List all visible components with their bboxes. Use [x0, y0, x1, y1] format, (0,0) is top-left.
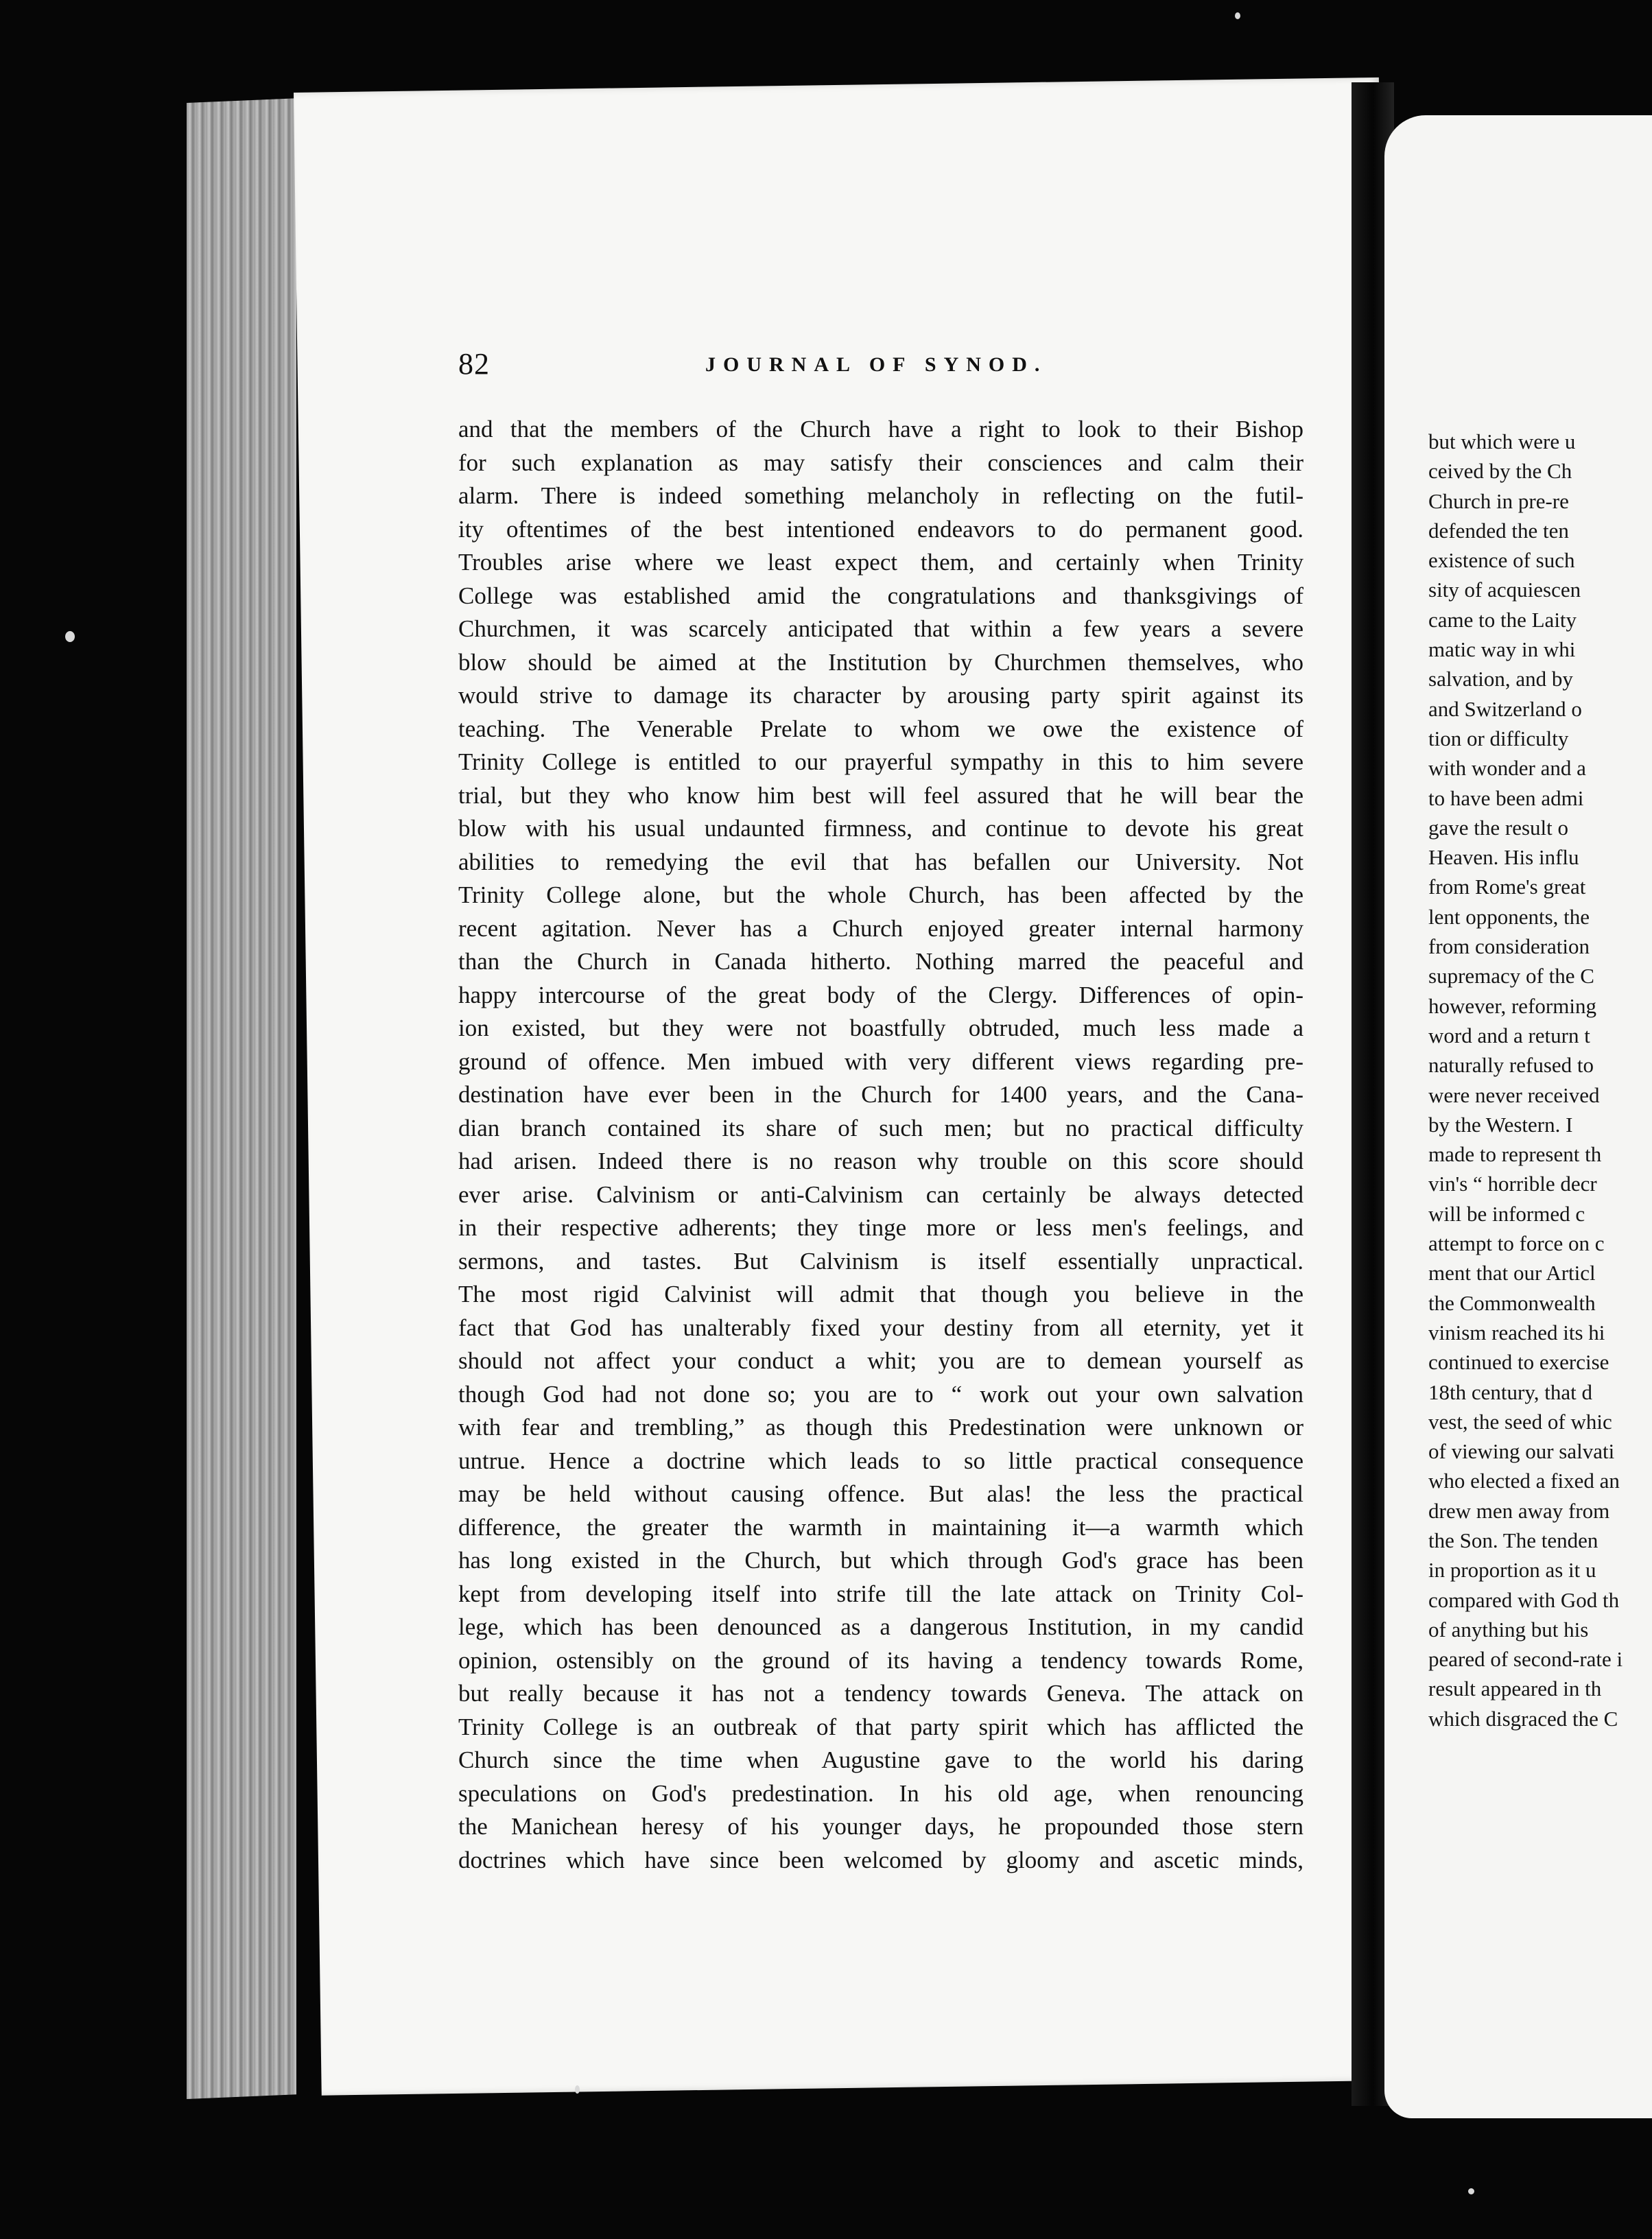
text-line: fact that God has unalterably fixed your destiny from all eternity, yet it [458, 1314, 1303, 1341]
text-line: vin's “ horrible decr [1428, 1172, 1597, 1196]
book-page-edges [187, 98, 296, 2099]
text-line: supremacy of the C [1428, 964, 1594, 988]
text-line: Trinity College is an outbreak of that party spirit which has afflicted the [458, 1713, 1303, 1740]
text-line: may be held without causing offence. But alas! the less the practical [458, 1480, 1303, 1507]
text-line: untrue. Hence a doctrine which leads to so little practical consequence [458, 1447, 1303, 1474]
text-line: The most rigid Calvinist will admit that though you believe in the [458, 1281, 1303, 1307]
text-line: College was established amid the congratulations and thanksgivings of [458, 582, 1303, 609]
text-line: doctrines which have since been welcomed by gloomy and ascetic minds, [458, 1846, 1303, 1873]
text-line: ground of offence. Men imbued with very different views regarding pre- [458, 1047, 1303, 1075]
text-line: by the Western. I [1428, 1112, 1573, 1137]
text-line: difference, the greater the warmth in maintaining it—a warmth which [458, 1513, 1303, 1541]
text-line: alarm. There is indeed something melancholy in reflecting on the futil- [458, 482, 1303, 509]
text-line: gave the result o [1428, 815, 1569, 840]
text-line: continued to exercise [1428, 1350, 1609, 1375]
text-line: but which were u [1428, 429, 1576, 453]
text-line: attempt to force on c [1428, 1231, 1605, 1256]
text-line: in their respective adherents; they tinge more or less men's feelings, and [458, 1214, 1303, 1241]
text-line: ity oftentimes of the best intentioned endeavors to do permanent good. [458, 515, 1303, 543]
text-line: opinion, ostensibly on the ground of its having a tendency towards Rome, [458, 1646, 1303, 1674]
text-line: blow with his usual undaunted firmness, and continue to devote his great [458, 815, 1303, 842]
dust-speck [1468, 2188, 1474, 2194]
text-line: result appeared in th [1428, 1677, 1602, 1701]
text-line: will be informed c [1428, 1201, 1585, 1226]
text-line: made to represent th [1428, 1142, 1602, 1167]
text-line: lege, which has been denounced as a dangerous Institution, in my candid [458, 1613, 1303, 1640]
text-line: abilities to remedying the evil that has befallen our University. Not [458, 848, 1303, 875]
text-line: but really because it has not a tendency towards Geneva. The attack on [458, 1680, 1303, 1707]
text-line: vest, the seed of whic [1428, 1409, 1612, 1434]
running-head: JOURNAL OF SYNOD. [705, 353, 1048, 376]
text-line: speculations on God's predestination. In his old age, when renouncing [458, 1779, 1303, 1807]
dust-speck [65, 631, 75, 642]
text-line: had arisen. Indeed there is no reason why trouble on this score should [458, 1148, 1303, 1174]
text-line: sermons, and tastes. But Calvinism is itself essentially unpractical. [458, 1247, 1303, 1275]
text-line: naturally refused to [1428, 1053, 1594, 1078]
text-line: Churchmen, it was scarcely anticipated that within a few years a severe [458, 615, 1303, 642]
text-line: blow should be aimed at the Institution by Churchmen themselves, who [458, 648, 1303, 676]
text-line: salvation, and by [1428, 667, 1573, 691]
text-line: which disgraced the C [1428, 1706, 1618, 1731]
text-line: came to the Laity [1428, 607, 1577, 632]
text-line: lent opponents, the [1428, 904, 1590, 929]
text-line: Church in pre-re [1428, 488, 1569, 513]
text-line: Trinity College is entitled to our prayerful sympathy in this to him severe [458, 748, 1303, 775]
text-line: and that the members of the Church have a right to look to their Bishop [458, 416, 1303, 442]
dust-speck [1235, 12, 1240, 19]
text-line: for such explanation as may satisfy their consciences and calm their [458, 449, 1303, 476]
left-page-body-text [458, 413, 1303, 1877]
text-line: with wonder and a [1428, 756, 1586, 781]
text-line: 18th century, that d [1428, 1379, 1593, 1404]
text-line: Church since the time when Augustine gave to the world his daring [458, 1746, 1303, 1773]
text-line: recent agitation. Never has a Church enjoyed greater internal harmony [458, 914, 1303, 942]
text-line: the Commonwealth [1428, 1290, 1596, 1315]
text-line: vinism reached its hi [1428, 1320, 1605, 1344]
text-line: who elected a fixed an [1428, 1469, 1620, 1493]
text-line: from consideration [1428, 934, 1590, 959]
text-line: the Son. The tenden [1428, 1528, 1598, 1552]
text-line: ment that our Articl [1428, 1261, 1596, 1286]
text-line: destination have ever been in the Church for 1400 years, and the Cana- [458, 1081, 1303, 1108]
text-line: trial, but they who know him best will feel assured that he will bear the [458, 781, 1303, 809]
text-line: Trinity College alone, but the whole Church, has been affected by the [458, 881, 1303, 908]
text-line: drew men away from [1428, 1498, 1610, 1523]
text-line: word and a return t [1428, 1023, 1590, 1047]
text-line: were never received [1428, 1082, 1600, 1107]
text-line: kept from developing itself into strife till the late attack on Trinity Col- [458, 1580, 1303, 1607]
text-line: ion existed, but they were not boastfully obtruded, much less made a [458, 1015, 1303, 1041]
text-line: defended the ten [1428, 518, 1569, 543]
text-line: Troubles arise where we least expect them, and certainly when Trinity [458, 549, 1303, 576]
text-line: tion or difficulty [1428, 726, 1569, 750]
text-line: of anything but his [1428, 1617, 1589, 1642]
text-line: dian branch contained its share of such men; but no practical difficulty [458, 1114, 1303, 1141]
text-line: has long existed in the Church, but which through God's grace has been [458, 1547, 1303, 1574]
text-line: to have been admi [1428, 785, 1584, 810]
text-line: ever arise. Calvinism or anti-Calvinism can certainly be always detected [458, 1181, 1303, 1208]
text-line: sity of acquiescen [1428, 578, 1581, 602]
text-line: the Manichean heresy of his younger days, he propounded those stern [458, 1813, 1303, 1840]
text-line: Heaven. His influ [1428, 845, 1579, 870]
text-line: would strive to damage its character by arousing party spirit against its [458, 682, 1303, 709]
text-line: from Rome's great [1428, 875, 1586, 899]
text-line: with fear and trembling,” as though this Predestination were unknown or [458, 1414, 1303, 1441]
page-header [458, 346, 1076, 394]
text-line: teaching. The Venerable Prelate to whom we owe the existence of [458, 715, 1303, 742]
text-line: than the Church in Canada hitherto. Nothing marred the peaceful and [458, 948, 1303, 975]
text-line: matic way in whi [1428, 637, 1576, 662]
dust-speck [575, 2085, 580, 2094]
text-line: though God had not done so; you are to “ work out your own salvation [458, 1380, 1303, 1408]
right-page-body-text [1428, 427, 1652, 1733]
text-line: in proportion as it u [1428, 1558, 1596, 1583]
text-line: existence of such [1428, 548, 1575, 573]
page-number: 82 [458, 347, 490, 381]
text-line: peared of second-rate i [1428, 1647, 1623, 1672]
text-line: however, reforming [1428, 993, 1596, 1018]
text-line: should not affect your conduct a whit; you are to demean yourself as [458, 1347, 1303, 1374]
text-line: ceived by the Ch [1428, 459, 1572, 484]
text-line: happy intercourse of the great body of the Clergy. Differences of opin- [458, 981, 1303, 1008]
text-line: of viewing our salvati [1428, 1439, 1615, 1464]
text-line: and Switzerland o [1428, 696, 1582, 721]
text-line: compared with God th [1428, 1587, 1620, 1612]
